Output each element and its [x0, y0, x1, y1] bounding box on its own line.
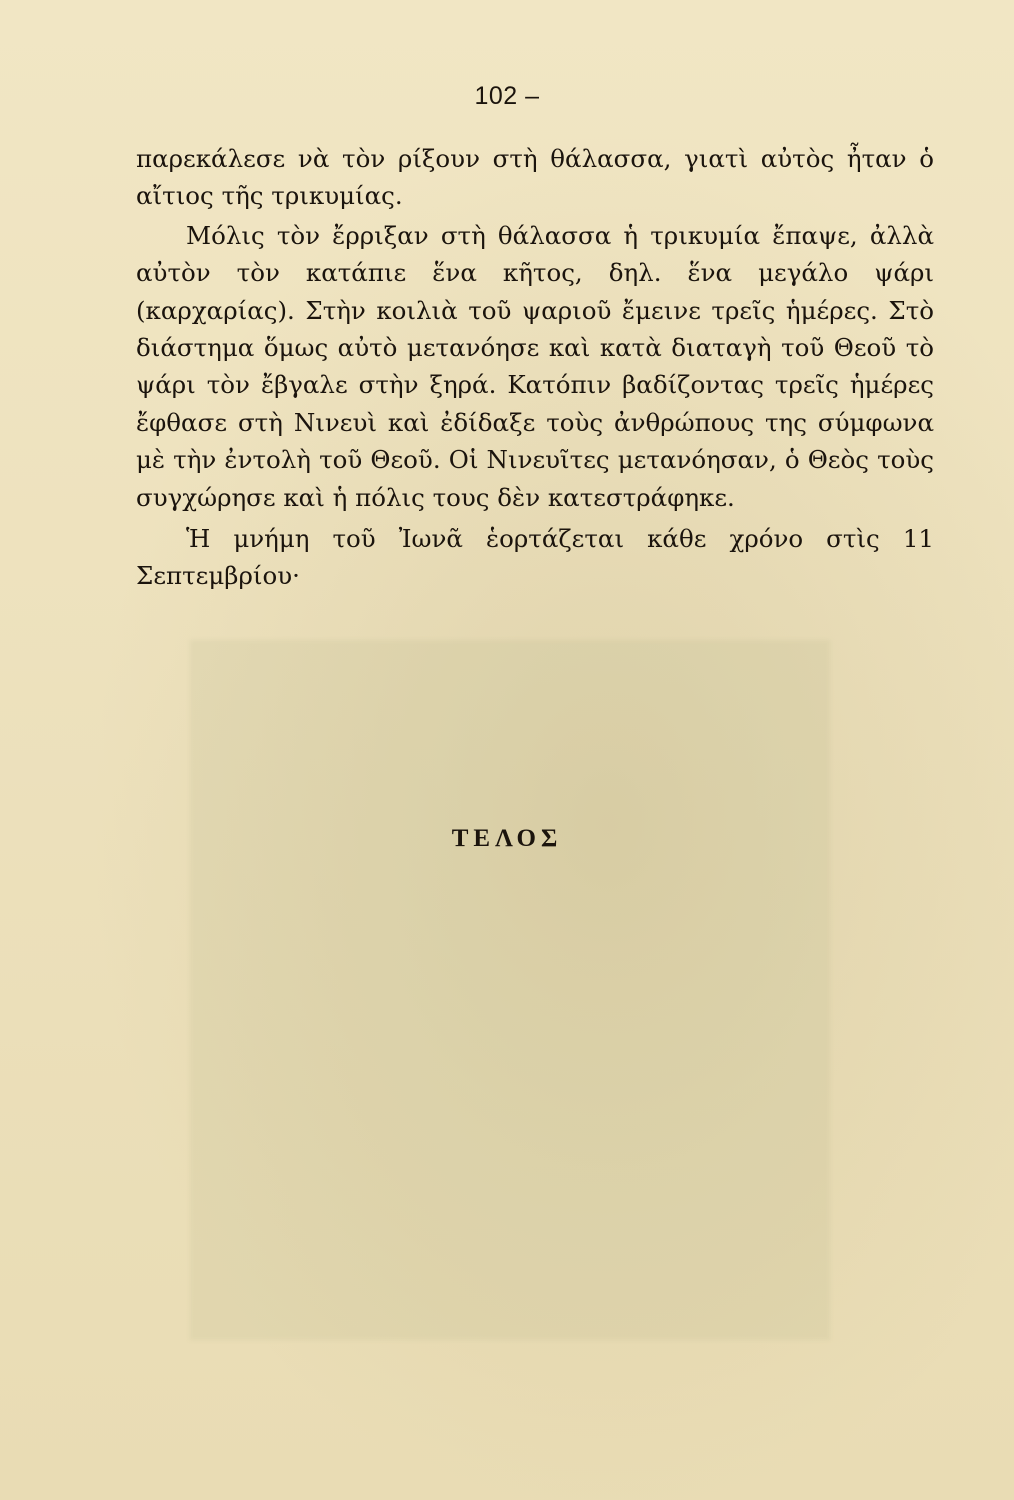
bleed-through-shadow — [190, 640, 830, 1340]
paragraph-3: Ἡ μνήμη τοῦ Ἰωνᾶ ἑορτάζεται κάθε χρόνο στὶς 11 Σεπτεμβρίου· — [136, 524, 934, 591]
body-text — [136, 140, 934, 595]
paragraph-1: παρεκάλεσε νὰ τὸν ρίξουν στὴ θάλασσα, γιατὶ αὐτὸς ἦταν ὁ αἴτιος τῆς τρικυμίας. — [136, 144, 934, 211]
paragraph-2: Μόλις τὸν ἔρριξαν στὴ θάλασσα ἡ τρικυμία ἔπαψε, ἀλλὰ αὐτὸν τὸν κατάπιε ἕνα κῆτος, δηλ. ἕνα μεγάλο ψάρι (καρχαρίας). Στὴν κοιλιὰ τοῦ ψαριοῦ ἔμεινε τρεῖς ἡμέρες. Στὸ διάστημα ὅμως αὐτὸ μετανόησε καὶ κατὰ διαταγὴ τοῦ Θεοῦ τὸ ψάρι τὸν ἔβγαλε στὴν ξηρά. Κατόπιν βαδίζοντας τρεῖς ἡμέρες ἔφθασε στὴ Νινευὶ καὶ ἐδίδαξε τοὺς ἀνθρώπους της σύμφωνα μὲ τὴν ἐντολὴ τοῦ Θεοῦ. Οἱ Νινευῖτες μετανόησαν, ὁ Θεὸς τοὺς συγχώρησε καὶ ἡ πόλις τους δὲν κατεστράφηκε. — [136, 220, 934, 512]
end-heading: ΤΕΛΟΣ — [451, 825, 563, 852]
page-number: 102 – — [474, 82, 540, 110]
